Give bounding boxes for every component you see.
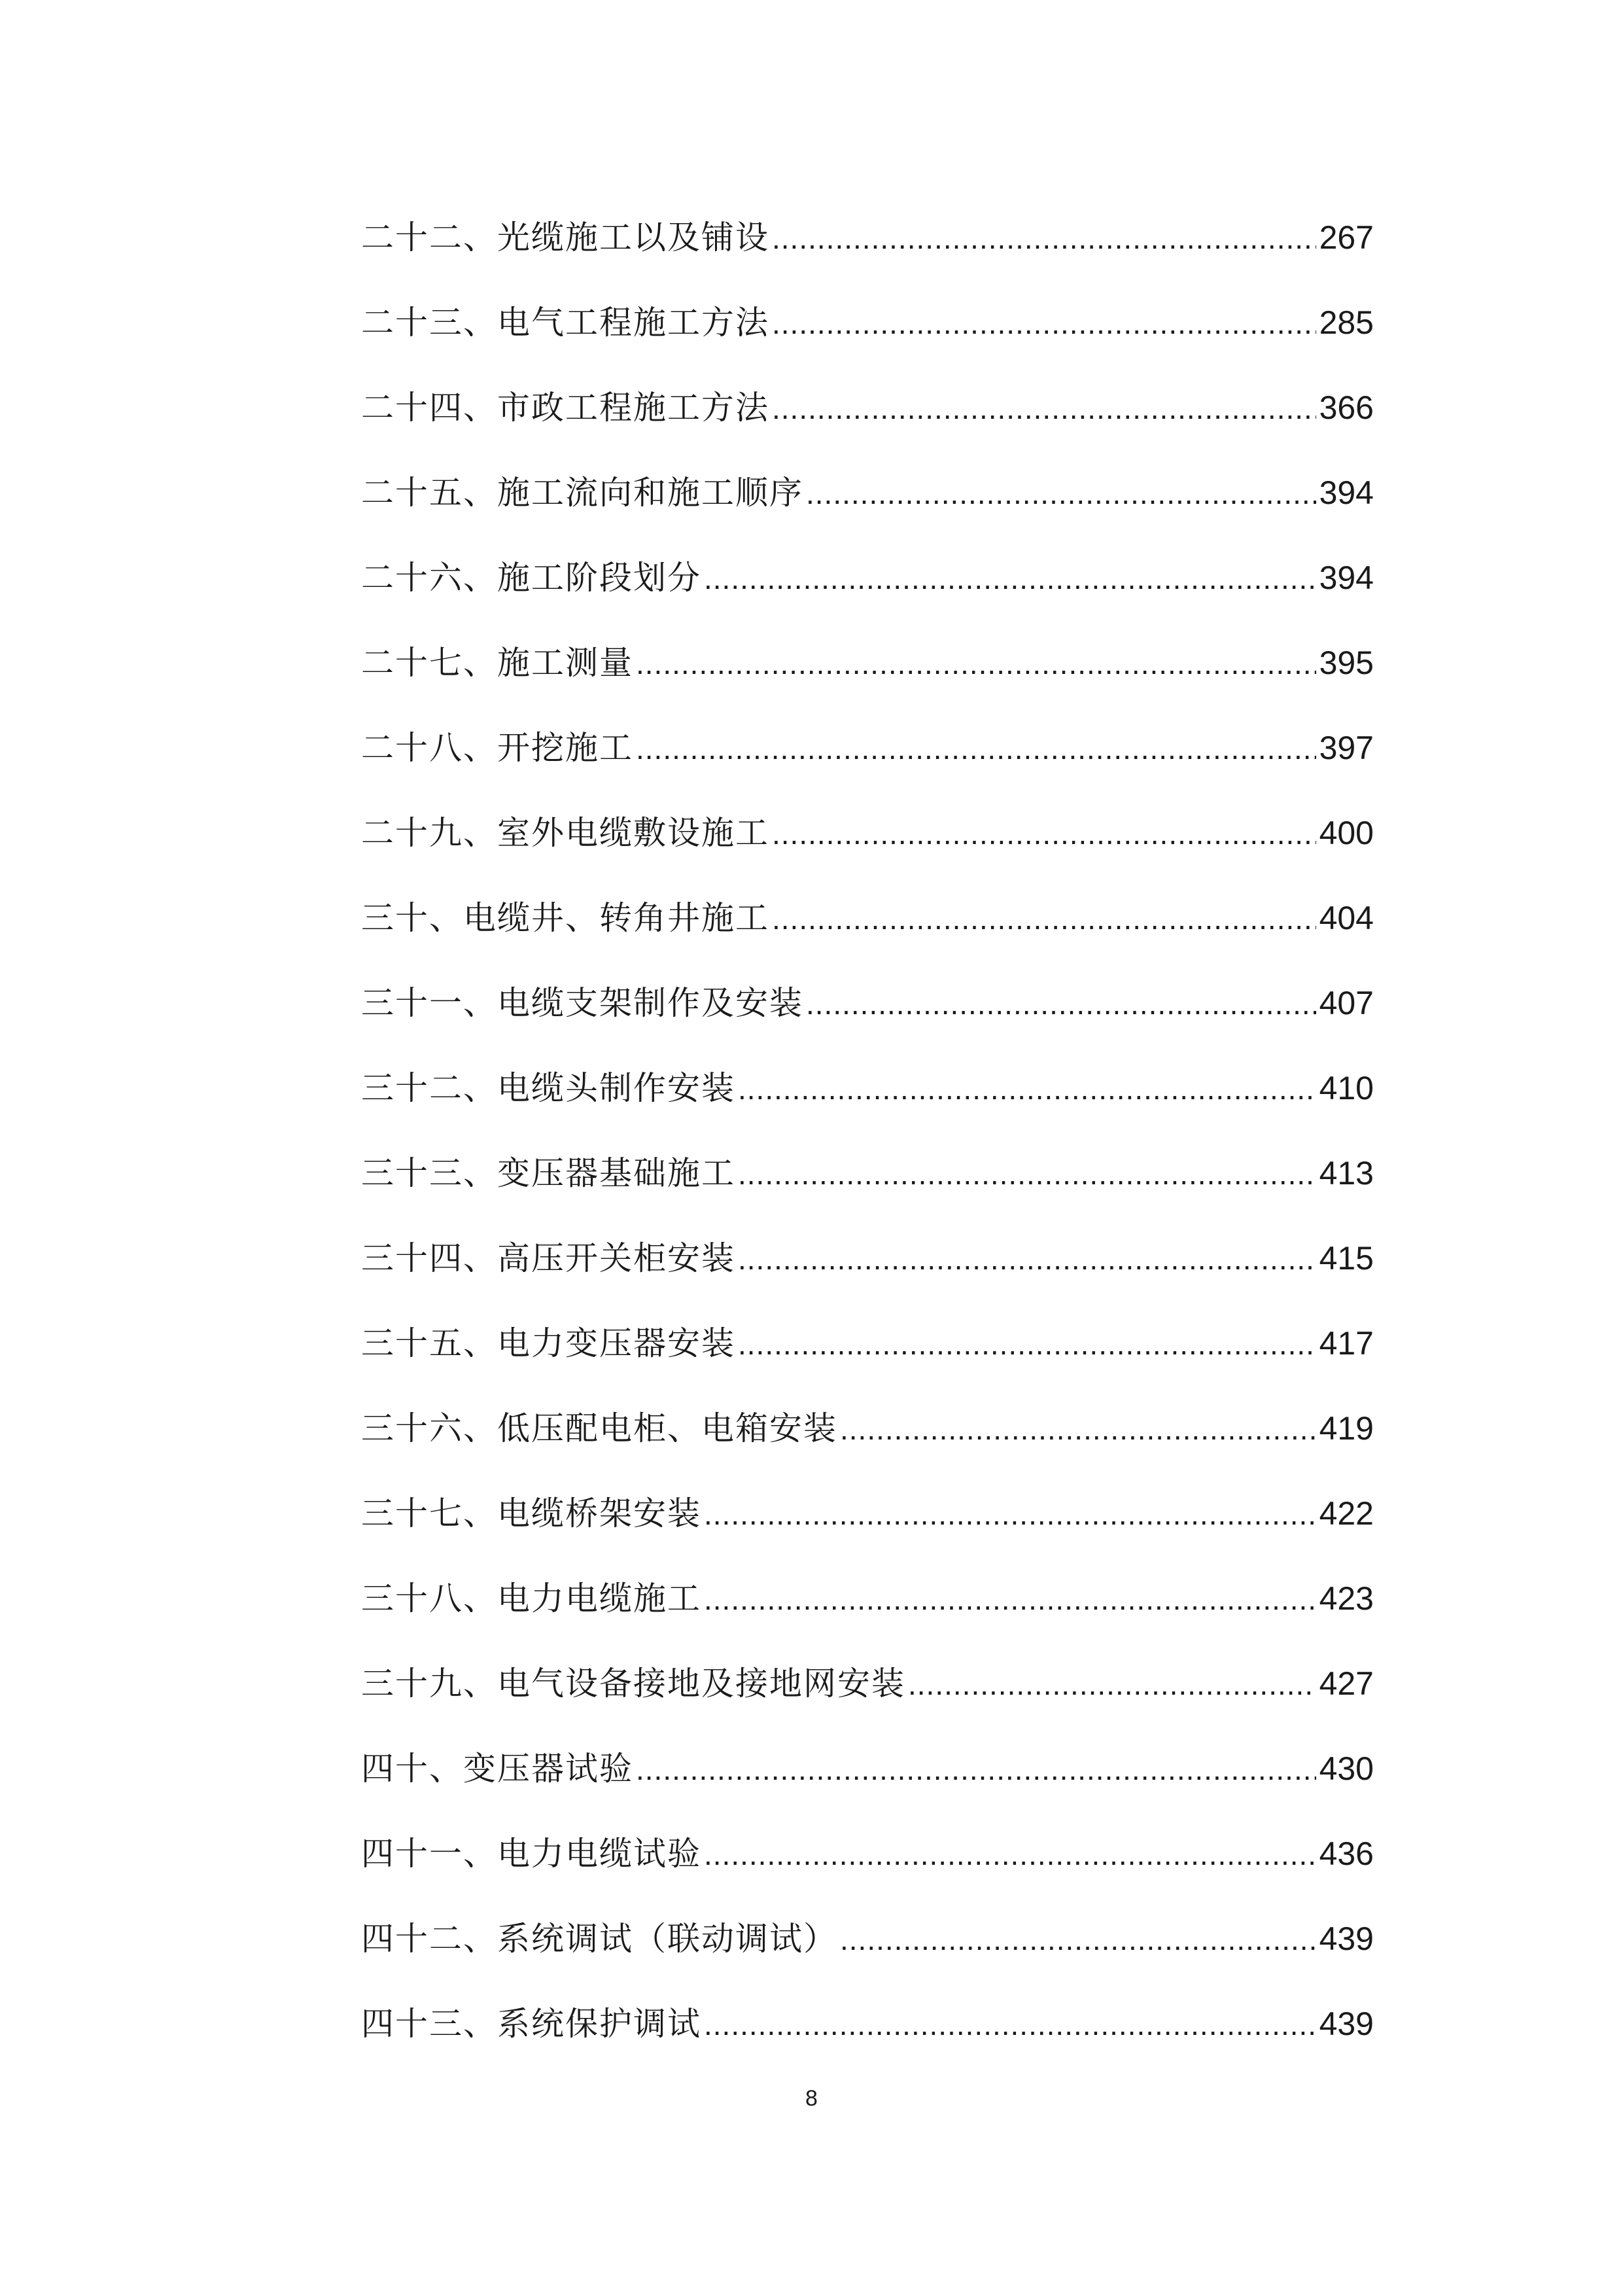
toc-dot-leader (704, 554, 1316, 603)
toc-entry-title: 三十五、电力变压器安装 (361, 1324, 735, 1362)
toc-entry[interactable] (361, 554, 1374, 639)
toc-dot-leader (738, 1065, 1316, 1114)
toc-entry[interactable] (361, 1404, 1374, 1489)
toc-entry-page: 419 (1319, 1410, 1374, 1447)
toc-entry-page: 285 (1319, 304, 1374, 341)
toc-entry-page: 415 (1319, 1240, 1374, 1277)
toc-entry[interactable] (361, 1234, 1374, 1319)
toc-entry-page: 427 (1319, 1665, 1374, 1702)
toc-entry-title: 二十三、电气工程施工方法 (361, 304, 769, 342)
toc-entry-page: 404 (1319, 900, 1374, 936)
toc-entry-page: 423 (1319, 1580, 1374, 1617)
toc-entry[interactable] (361, 809, 1374, 894)
toc-dot-leader (840, 1915, 1316, 1964)
toc-dot-leader (704, 1830, 1316, 1879)
toc-entry-page: 430 (1319, 1750, 1374, 1787)
toc-entry[interactable] (361, 1489, 1374, 1574)
toc-entry-page: 413 (1319, 1155, 1374, 1192)
toc-entry-title: 二十五、施工流向和施工顺序 (361, 474, 803, 512)
toc-entry-page: 422 (1319, 1495, 1374, 1532)
toc-entry-page: 397 (1319, 730, 1374, 766)
toc-entry-title: 三十四、高压开关柜安装 (361, 1239, 735, 1277)
toc-entry-title: 四十三、系统保护调试 (361, 2005, 701, 2043)
toc-entry-title: 二十四、市政工程施工方法 (361, 389, 769, 427)
toc-entry-title: 三十一、电缆支架制作及安装 (361, 984, 803, 1022)
toc-dot-leader (806, 980, 1316, 1029)
toc-dot-leader (738, 1235, 1316, 1284)
toc-dot-leader (772, 384, 1316, 433)
toc-entry-page: 395 (1319, 645, 1374, 681)
toc-entry-title: 三十二、电缆头制作安装 (361, 1069, 735, 1107)
toc-entry-title: 三十六、低压配电柜、电箱安装 (361, 1409, 837, 1447)
toc-dot-leader (704, 1490, 1316, 1539)
toc-entry-page: 394 (1319, 474, 1374, 511)
toc-entry-title: 四十二、系统调试（联动调试） (361, 1920, 837, 1958)
toc-dot-leader (738, 1150, 1316, 1199)
toc-dot-leader (806, 469, 1316, 518)
toc-entry-page: 410 (1319, 1070, 1374, 1106)
toc-entry[interactable] (361, 298, 1374, 383)
toc-entry[interactable] (361, 468, 1374, 554)
toc-entry-title: 二十七、施工测量 (361, 644, 633, 682)
toc-dot-leader (772, 809, 1316, 858)
toc-entry[interactable] (361, 724, 1374, 809)
toc-entry-page: 400 (1319, 815, 1374, 851)
toc-dot-leader (772, 214, 1316, 263)
toc-dot-leader (636, 639, 1316, 688)
toc-entry[interactable] (361, 1149, 1374, 1234)
toc-entry[interactable] (361, 1915, 1374, 2000)
toc-dot-leader (908, 1660, 1316, 1709)
toc-entry-page: 439 (1319, 2005, 1374, 2042)
toc-entry-title: 二十二、光缆施工以及铺设 (361, 219, 769, 256)
toc-entry[interactable] (361, 639, 1374, 724)
toc-entry-page: 436 (1319, 1835, 1374, 1872)
toc-entry[interactable] (361, 213, 1374, 298)
toc-entry-page: 366 (1319, 389, 1374, 426)
toc-entry-title: 三十七、电缆桥架安装 (361, 1494, 701, 1532)
toc-entry[interactable] (361, 1659, 1374, 1744)
toc-entry[interactable] (361, 2000, 1374, 2085)
toc-dot-leader (840, 1405, 1316, 1454)
toc-dot-leader (636, 724, 1316, 773)
toc-dot-leader (738, 1320, 1316, 1369)
toc-entry-title: 四十一、电力电缆试验 (361, 1835, 701, 1873)
toc-entry-title: 二十九、室外电缆敷设施工 (361, 814, 769, 852)
toc-entry[interactable] (361, 1319, 1374, 1404)
toc-entry-title: 三十、电缆井、转角井施工 (361, 899, 769, 937)
toc-dot-leader (772, 299, 1316, 348)
toc-entry-page: 394 (1319, 559, 1374, 596)
toc-entry-title: 四十、变压器试验 (361, 1750, 633, 1788)
toc-entry[interactable] (361, 1574, 1374, 1659)
toc-entry[interactable] (361, 383, 1374, 468)
toc-entry-title: 三十八、电力电缆施工 (361, 1580, 701, 1617)
toc-entry-title: 三十三、变压器基础施工 (361, 1154, 735, 1192)
toc-entry-title: 三十九、电气设备接地及接地网安装 (361, 1665, 905, 1703)
page-number: 8 (805, 2086, 818, 2111)
toc-dot-leader (704, 2000, 1316, 2049)
toc-entry-page: 417 (1319, 1325, 1374, 1362)
toc-entry[interactable] (361, 894, 1374, 979)
toc-dot-leader (704, 1575, 1316, 1624)
toc-dot-leader (772, 894, 1316, 944)
toc-entry[interactable] (361, 1064, 1374, 1149)
toc-entry-title: 二十八、开挖施工 (361, 729, 633, 767)
table-of-contents (361, 213, 1374, 2085)
toc-entry-page: 439 (1319, 1920, 1374, 1957)
toc-entry-page: 267 (1319, 219, 1374, 256)
toc-entry-title: 二十六、施工阶段划分 (361, 559, 701, 597)
toc-entry[interactable] (361, 979, 1374, 1064)
toc-dot-leader (636, 1745, 1316, 1794)
toc-entry[interactable] (361, 1744, 1374, 1829)
toc-entry[interactable] (361, 1829, 1374, 1915)
toc-entry-page: 407 (1319, 985, 1374, 1021)
